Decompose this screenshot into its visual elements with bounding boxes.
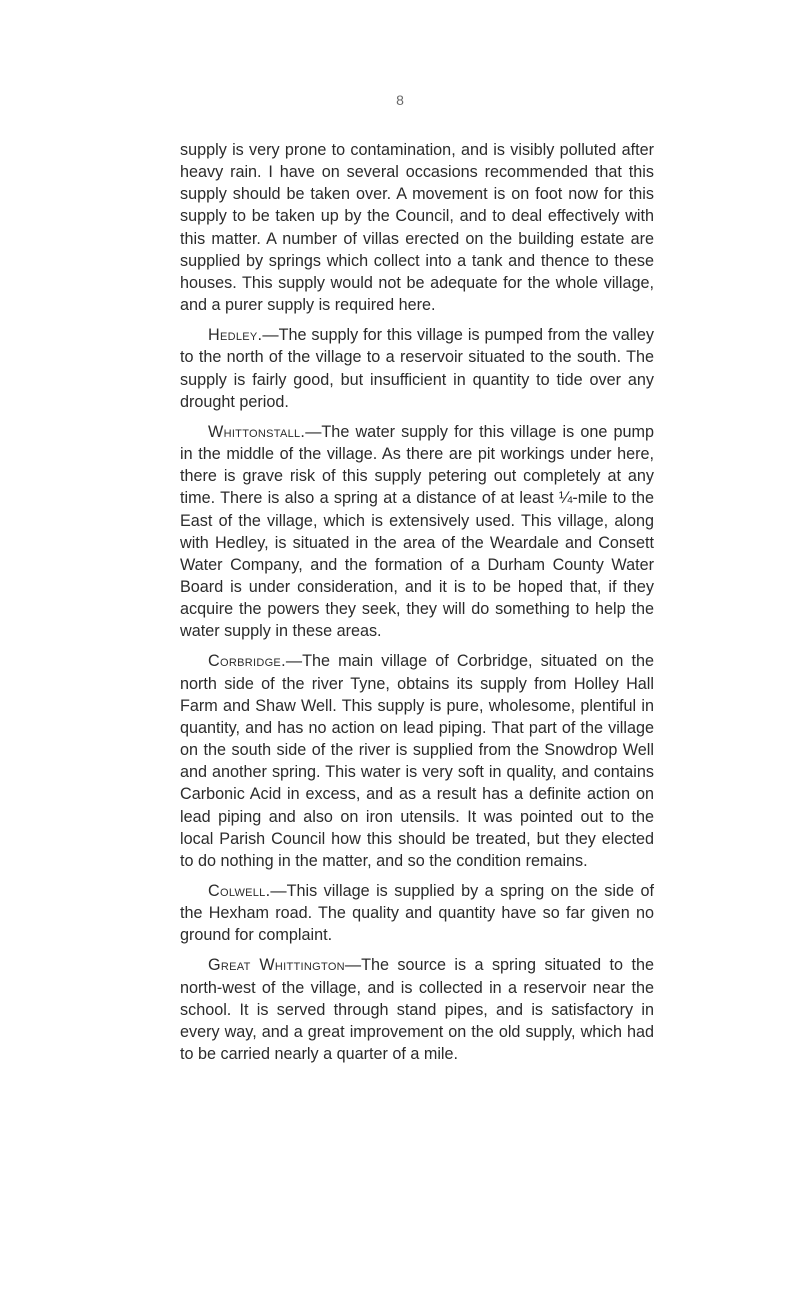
paragraph-text: —This village is supplied by a spring on the side of the Hexham road. The quality and quantity have so far given no ground for complaint. [180,882,654,945]
page-number: 8 [396,92,404,108]
paragraph-text: —The supply for this village is pumped from the valley to the north of the village to a reservoir situated to the south. The supply is fairly good, but insufficient in quantity to tide over any drought period. [180,326,654,411]
paragraph-text: supply is very prone to contamination, and is visibly polluted after heavy rain. I have on several occasions recommended that this supply should be taken over. A movement is on foot now for this supply to be taken up by the Council, and to deal effectively with this matter. A number of villas erected on the building estate are supplied by springs which collect into a tank and thence to these houses. This supply would not be adequate for the whole village, and a purer supply is required here. [180,141,654,315]
paragraph-corbridge [180,650,654,872]
paragraph-text: —The main village of Corbridge, situated on the north side of the river Tyne, obtains its supply from Holley Hall Farm and Shaw Well. This supply is pure, wholesome, plentiful in quantity, and has no action on lead piping. That part of the village on the south side of the river is supplied from the Snowdrop Well and another spring. This water is very soft in quality, and contains Carbonic Acid in excess, and as a result has a definite action on lead piping and also on iron utensils. It was pointed out to the local Parish Council how this should be treated, but they elected to do nothing in the matter, and so the condition remains. [180,652,654,870]
section-heading-great-whittington: Great Whittington [208,956,345,975]
section-heading-corbridge: Corbridge. [208,652,286,671]
paragraph-hedley [180,324,654,413]
paragraph-colwell [180,880,654,946]
body-text [180,139,654,1073]
section-heading-whittonstall: Whittonstall. [208,422,306,441]
paragraph-text: —The source is a spring situated to the north-west of the village, and is collected in a reservoir near the school. It is served through stand pipes, and is satisfactory in every way, and a great improvement on the old supply, which had to be carried nearly a quarter of a mile. [180,956,654,1064]
section-heading-colwell: Colwell. [208,882,271,900]
section-heading-hedley: Hedley. [208,326,263,345]
paragraph-great-whittington [180,954,654,1065]
paragraph-whittonstall [180,421,654,643]
paragraph-text: —The water supply for this village is one pump in the middle of the village. As there are pit workings under here, there is grave risk of this supply petering out completely at any time. There is also a spring at a distance of at least ¼-mile to the East of the village, which is extensively used. This village, along with Hedley, is situated in the area of the Weardale and Consett Water Company, and the formation of a Durham County Water Board is under consideration, and it is to be hoped that, if they acquire the powers they seek, they will do something to help the water supply in these areas. [180,422,654,641]
paragraph-continuation [180,139,654,316]
